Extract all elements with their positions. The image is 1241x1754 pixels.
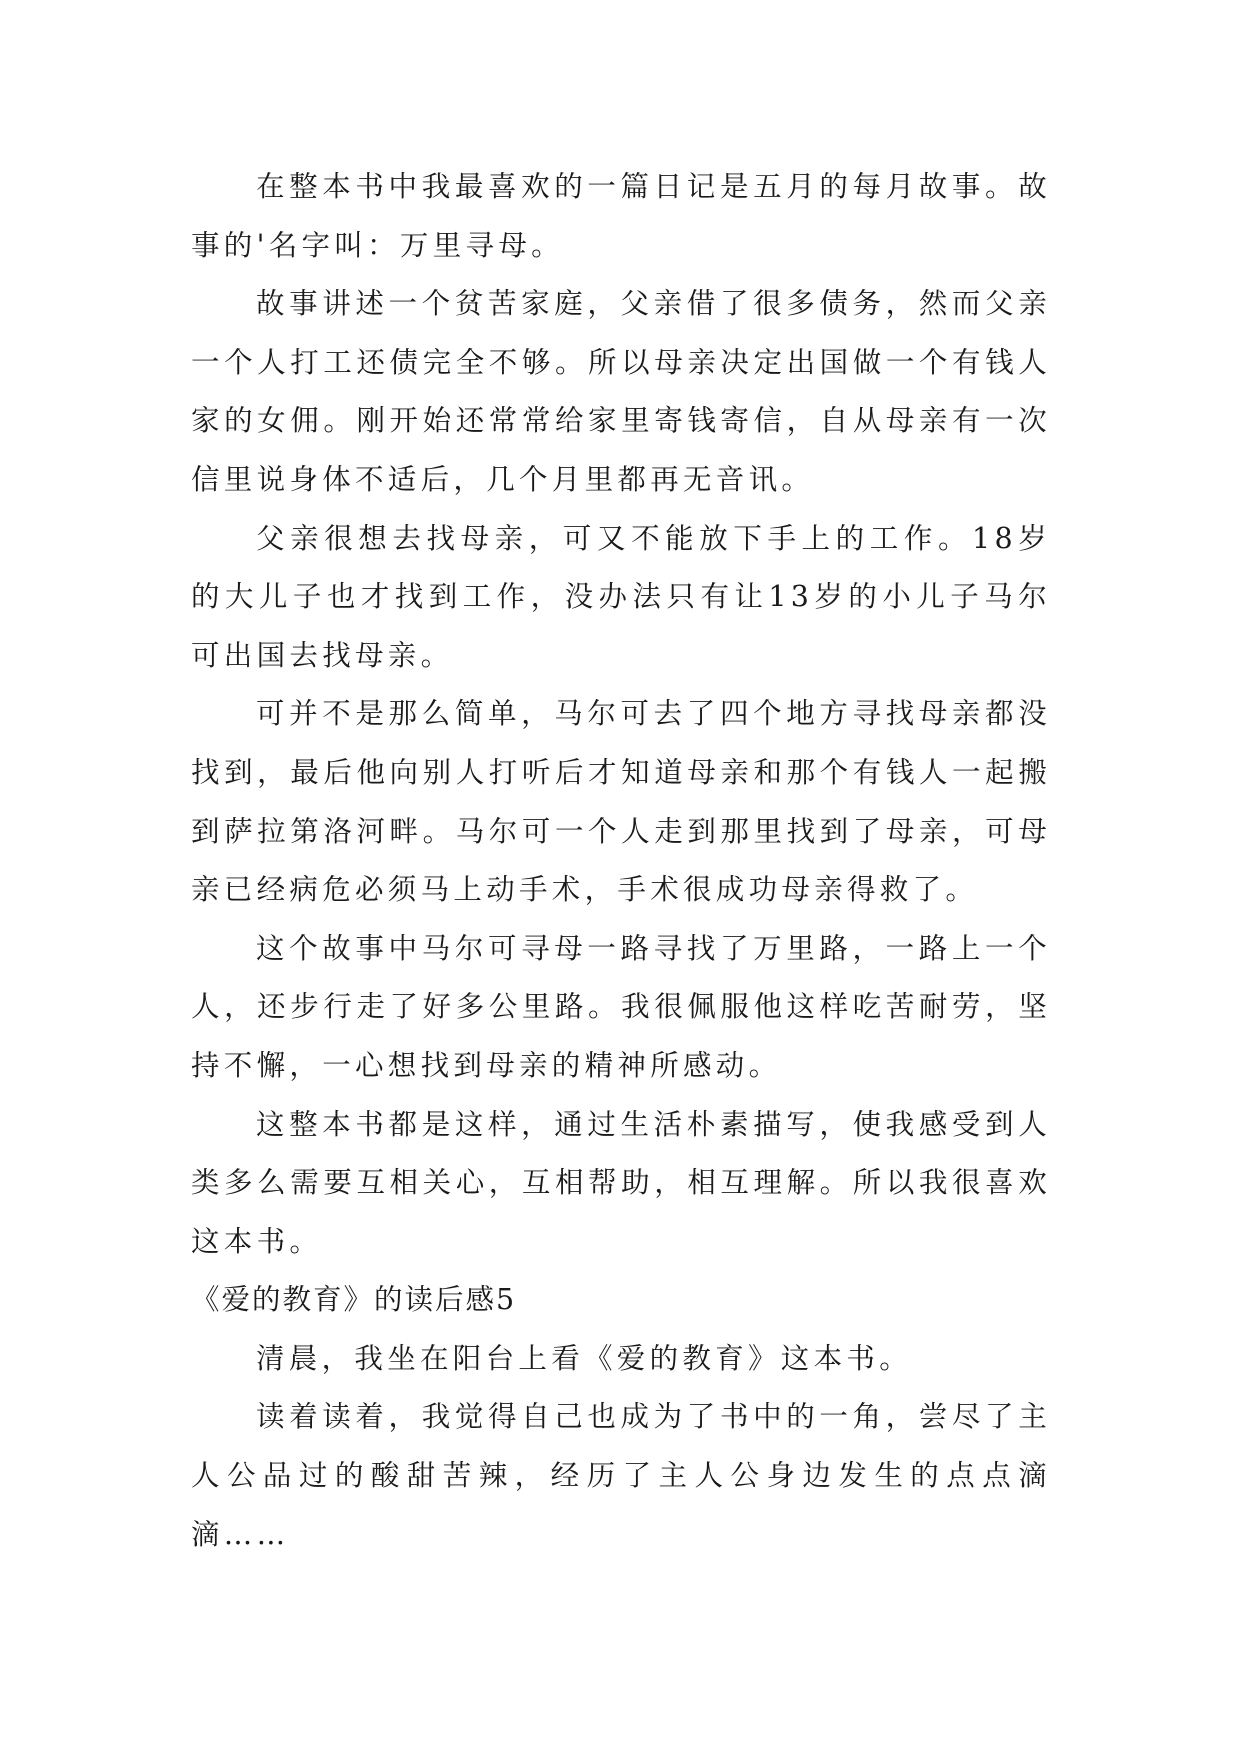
paragraph: 故事讲述一个贫苦家庭，父亲借了很多债务，然而父亲一个人打工还债完全不够。所以母亲决定出国做一个有钱人家的女佣。刚开始还常常给家里寄钱寄信，自从母亲有一次信里说身体不适后，几个月里都再无音讯。 — [191, 287, 1051, 496]
paragraph: 这整本书都是这样，通过生活朴素描写，使我感受到人类多么需要互相关心，互相帮助，相互理解。所以我很喜欢这本书。 — [191, 1107, 1051, 1258]
paragraph: 可并不是那么简单，马尔可去了四个地方寻找母亲都没找到，最后他向别人打听后才知道母亲和那个有钱人一起搬到萨拉第洛河畔。马尔可一个人走到那里找到了母亲，可母亲已经病危必须马上动手术，手术很成功母亲得救了。 — [191, 697, 1051, 907]
paragraph: 在整本书中我最喜欢的一篇日记是五月的每月故事。故事的'名字叫：万里寻母。 — [191, 170, 1051, 262]
paragraph: 这个故事中马尔可寻母一路寻找了万里路，一路上一个人，还步行走了好多公里路。我很佩服他这样吃苦耐劳，坚持不懈，一心想找到母亲的精神所感动。 — [191, 931, 1051, 1082]
paragraph: 读着读着，我觉得自己也成为了书中的一角，尝尽了主人公品过的酸甜苦辣，经历了主人公身边发生的点点滴滴…… — [191, 1400, 1051, 1551]
document-body — [191, 158, 1051, 1564]
paragraph: 清晨，我坐在阳台上看《爱的教育》这本书。 — [256, 1341, 913, 1375]
paragraph: 父亲很想去找母亲，可又不能放下手上的工作。18岁的大儿子也才找到工作，没办法只有让13岁的小儿子马尔可出国去找母亲。 — [191, 521, 1051, 672]
section-heading: 《爱的教育》的读后感5 — [191, 1283, 517, 1317]
